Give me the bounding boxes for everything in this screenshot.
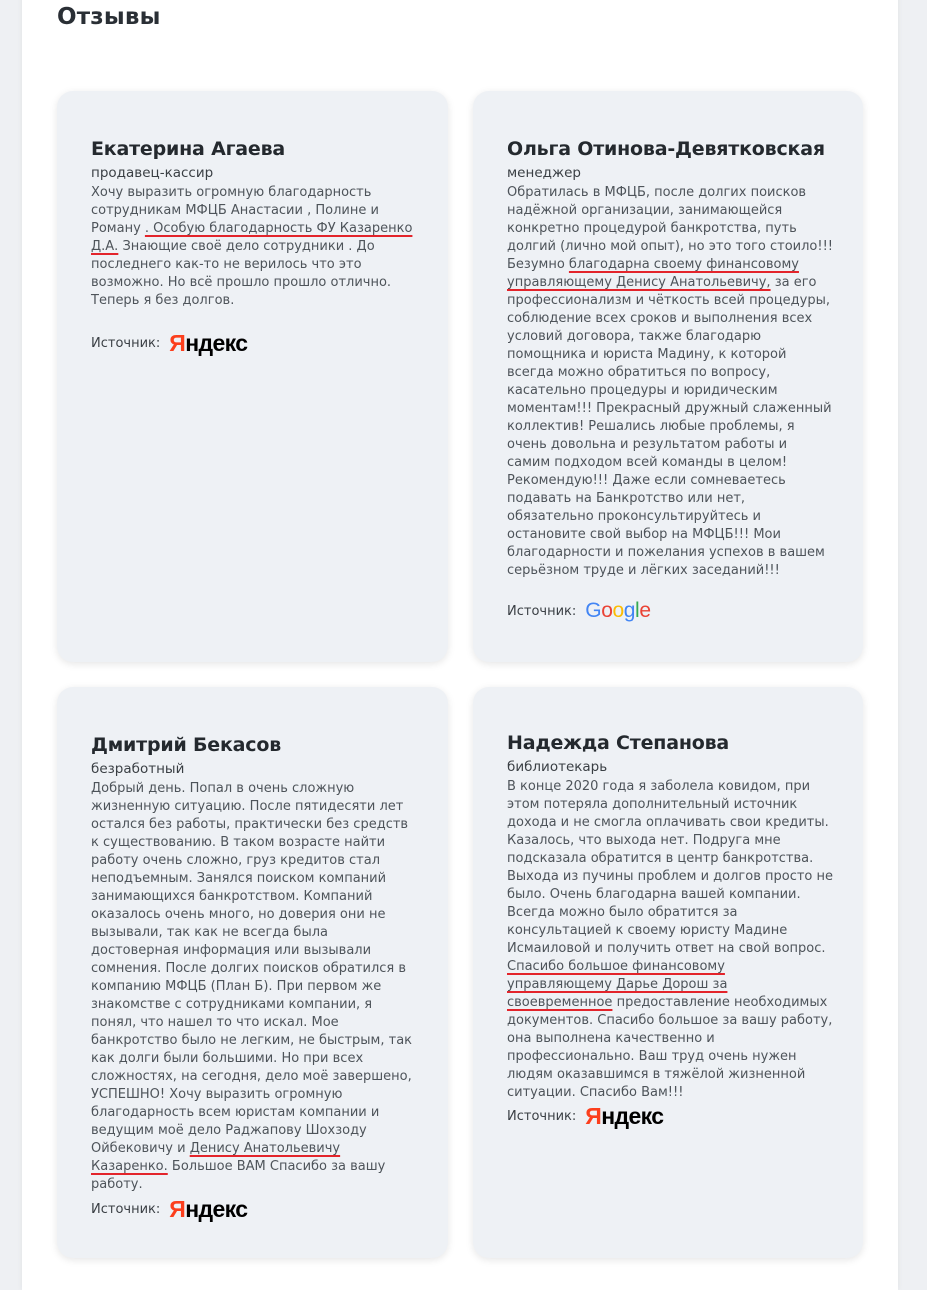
review-source [507,1103,664,1130]
review-text-part: В конце 2020 года я заболела ковидом, при этом потеряла дополнительный источник дохода и не смогла оплачивать свои кредиты. Казалось, что выхода нет. Подруга мне подсказала обратится в центр банкротства. Выхода из пучины проблем и долгов просто не было. Очень благодарна вашей компании. Всегда можно было обратится за консультацией к своему юристу Мадине Исмаиловой и получить ответ на свой вопрос. [507,779,834,956]
review-source [507,599,651,623]
reviewer-role: безработный [91,761,185,777]
review-text-part: Большое ВАМ Спасибо за вашу работу. [91,1159,386,1192]
review-text-highlight: Денису Анатольевичу Казаренко. [91,1141,341,1174]
reviewer-name: Ольга Отинова-Девятковская [507,138,825,160]
review-text-part: Добрый день. Попал в очень сложную жизненную ситуацию. После пятидесяти лет остался без работы, практически без средств к существованию. В таком возрасте найти работу очень сложно, груз кредитов стал неподъемным. Занялся поиском компаний занимающихся банкротством. Компаний оказалось очень много, но доверия они не вызывали, так как не всегда была достоверная информация или вызывали сомнения. После долгих поисков обратился в компанию МФЦБ (План Б). При первом же знакомстве с сотрудниками компании, я понял, что нашел то что искал. Мое банкротство было не легким, не быстрым, так как долги были большими. Но при всех сложностях, на сегодня, дело моё завершено, УСПЕШНО! Хочу выразить огромную благодарность всем юристам компании и ведущим моё дело Раджапову Шохзоду Ойбековичу и [91,781,413,1156]
review-source [91,1196,248,1223]
review-card [473,91,863,662]
source-label: Источник: [91,336,161,351]
yandex-logo[interactable]: Яндекс [169,330,248,356]
google-logo[interactable]: Google [585,599,651,622]
review-text [507,778,833,1102]
review-text-highlight: Спасибо большое финансовому управляющему Дарье Дорош за своевременное [507,959,728,1010]
review-source [91,330,248,357]
yandex-logo[interactable]: Яндекс [169,1196,248,1222]
review-card [57,687,448,1258]
reviewer-role: продавец-кассир [91,165,214,181]
page-title: Отзывы [57,4,161,30]
reviewer-role: библиотекарь [507,759,608,775]
review-text-part: Знающие своё дело сотрудники . До последнего как-то не верилось что это возможно. Но всё прошло прошло отлично. Теперь я без долгов. [91,239,392,308]
review-text [91,184,417,310]
reviewer-name: Надежда Степанова [507,732,730,754]
review-text [507,184,833,580]
review-card [473,687,863,1258]
review-text-part: Обратилась в МФЦБ, после долгих поисков надёжной организации, занимающейся конкретно процедурой банкротства, путь долгий (лично мой опыт), но это того стоило!!! Безумно [507,185,834,272]
source-label: Источник: [91,1202,161,1217]
review-card [57,91,448,662]
reviewer-name: Дмитрий Бекасов [91,734,282,756]
source-label: Источник: [507,1109,577,1124]
review-text-highlight: . Особую благодарность ФУ Казаренко Д.А. [91,221,413,254]
reviewer-role: менеджер [507,165,581,181]
yandex-logo[interactable]: Яндекс [585,1103,664,1129]
review-text [91,780,417,1194]
reviewer-name: Екатерина Агаева [91,138,286,160]
review-text-part: предоставление необходимых документов. Спасибо большое за вашу работу, она выполнена качественно и профессионально. Ваш труд очень нужен людям оказавшимся в тяжёлой жизненной ситуации. Спасибо Вам!!! [507,995,833,1100]
review-text-part: за его профессионализм и чёткость всей процедуры, соблюдение всех сроков и выполнения всех условий договора, также благодарю помощника и юриста Мадину, к которой всегда можно обратиться по вопросу, касательно процедуры и юридическим моментам!!! Прекрасный дружный слаженный коллектив! Решались любые проблемы, я очень довольна и результатом работы и самим подходом всей команды в целом! Рекомендую!!! Даже если сомневаетесь подавать на Банкротство или нет, обязательно проконсультируйтесь и остановите свой выбор на МФЦБ!!! Мои благодарности и пожелания успехов в вашем серьёзном труде и лёгких заседаний!!! [507,275,832,578]
review-text-highlight: благодарна своему финансовому управляющему Денису Анатольевичу, [507,257,799,290]
source-label: Источник: [507,603,577,619]
review-text-part: Хочу выразить огромную благодарность сотрудникам МФЦБ Анастасии , Полине и Роману [91,185,379,236]
